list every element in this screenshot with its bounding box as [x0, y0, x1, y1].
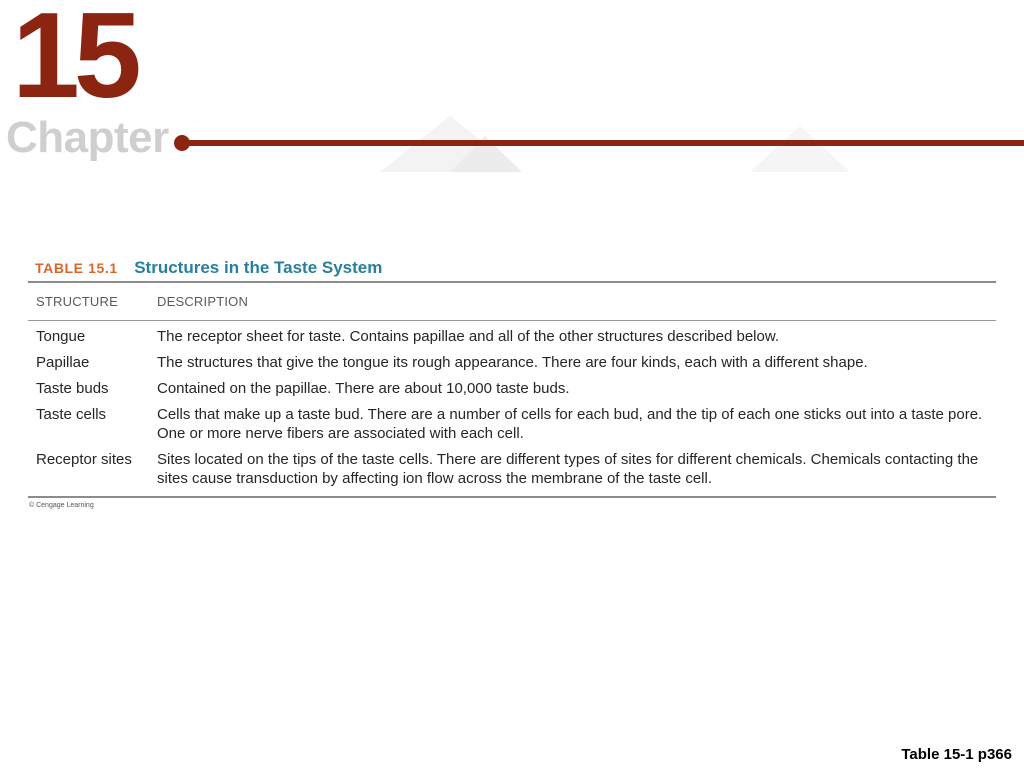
table-row	[28, 446, 996, 491]
cell-description: The structures that give the tongue its rough appearance. There are four kinds, each with a different shape.	[157, 354, 868, 371]
chapter-rule	[174, 135, 1024, 149]
chapter-label: Chapter	[6, 113, 169, 162]
table-header-row	[28, 283, 996, 320]
table-row	[28, 349, 996, 375]
cell-description: The receptor sheet for taste. Contains papillae and all of the other structures described below.	[157, 328, 780, 345]
column-header-description: DESCRIPTION	[157, 294, 249, 309]
table-title: Structures in the Taste System	[134, 258, 383, 277]
table-row	[28, 401, 996, 446]
cell-description: Cells that make up a taste bud. There are a number of cells for each bud, and the tip of each one sticks out into a taste pore. One or more nerve fibers are associated with each cell.	[157, 406, 983, 442]
copyright-note: © Cengage Learning	[29, 502, 94, 509]
chapter-number: 15	[12, 0, 136, 123]
chapter-header	[0, 0, 1024, 172]
cell-structure: Receptor sites	[36, 451, 132, 468]
cell-structure: Taste buds	[36, 380, 109, 397]
table-number: TABLE 15.1	[35, 260, 118, 276]
table-caption	[28, 256, 996, 280]
table-row	[28, 375, 996, 401]
table-row	[28, 323, 996, 349]
chapter-rule-line	[186, 140, 1024, 146]
cell-description: Sites located on the tips of the taste cells. There are different types of sites for different chemicals. Chemicals contacting the sites cause transduction by affecting ion flow across the membrane of the taste cell.	[157, 451, 979, 487]
table-bottom-rule	[28, 496, 996, 498]
cell-structure: Papillae	[36, 354, 90, 371]
cell-structure: Taste cells	[36, 406, 107, 423]
cell-structure: Tongue	[36, 328, 86, 345]
column-header-structure: STRUCTURE	[36, 294, 118, 309]
cell-description: Contained on the papillae. There are about 10,000 taste buds.	[157, 380, 570, 397]
table-reference: Table 15-1 p366	[901, 746, 1012, 763]
table-body	[28, 321, 996, 495]
structures-table	[28, 256, 996, 509]
